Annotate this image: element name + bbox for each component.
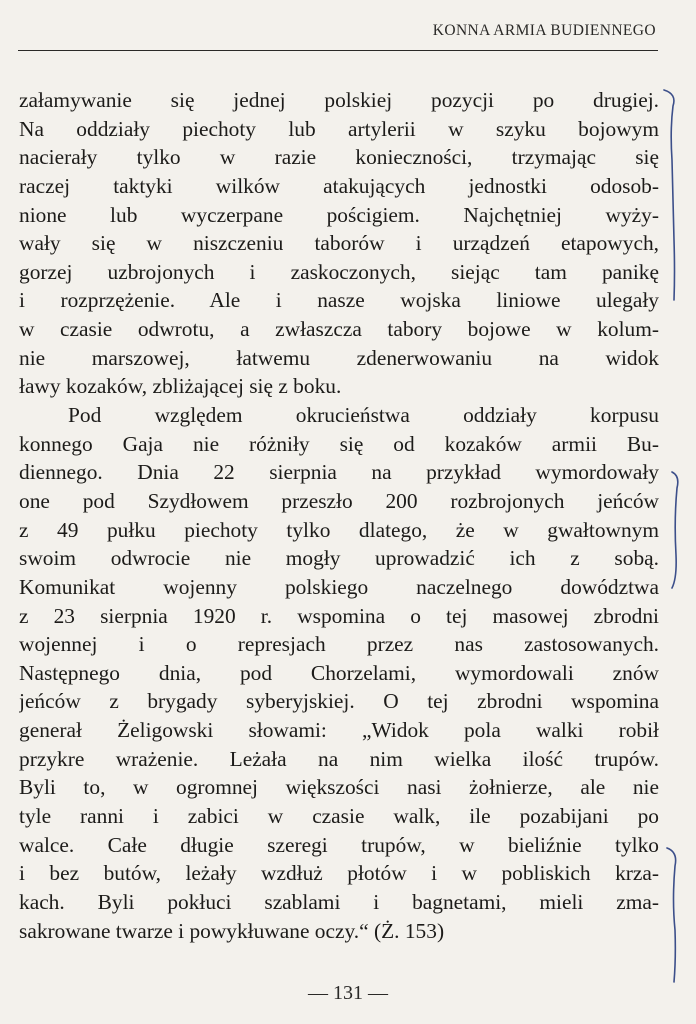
text-line: Komunikat wojenny polskiego naczelnego dowództwa [19, 574, 659, 599]
body-text [19, 86, 659, 945]
text-line: z 23 sierpnia 1920 r. wspomina o tej masowej zbrodni [19, 603, 659, 628]
text-line: konnego Gaja nie różniły się od kozaków armii Bu- [19, 431, 659, 456]
text-line: wały się w niszczeniu taborów i urządzeń etapowych, [19, 231, 659, 256]
text-line: gorzej uzbrojonych i zaskoczonych, siejąc tam panikę [19, 259, 659, 284]
running-header: KONNA ARMIA BUDIENNEGO [432, 22, 656, 39]
text-line: z 49 pułku piechoty tylko dlatego, że w gwałtownym [19, 517, 659, 542]
text-line: jeńców z brygady syberyjskiej. O tej zbrodni wspomina [19, 689, 659, 714]
margin-bracket-lower [667, 848, 676, 982]
margin-bracket-middle [672, 472, 678, 588]
text-line: przykre wrażenie. Leżała na nim wielka ilość trupów. [19, 746, 659, 771]
text-line: i rozprzężenie. Ale i nasze wojska liniowe ulegały [19, 288, 659, 313]
margin-bracket-upper [664, 90, 675, 300]
text-line: Byli to, w ogromnej większości nasi żołnierze, ale nie [19, 775, 659, 800]
text-line: tyle ranni i zabici w czasie walk, ile pozabijani po [19, 804, 659, 829]
text-line: nacierały tylko w razie konieczności, trzymając się [19, 145, 659, 170]
text-line: i bez butów, leżały wzdłuż płotów i w pobliskich krza- [19, 861, 659, 886]
text-line: nione lub wyczerpane pościgiem. Najchętniej wyży- [19, 202, 659, 227]
text-line: ławy kozaków, zbliżającej się z boku. [19, 374, 342, 399]
text-line: sakrowane twarze i powykłuwane oczy.“ (Ż. 153) [19, 918, 445, 943]
text-line: swoim odwrocie nie mogły uprowadzić ich z sobą. [19, 546, 659, 571]
text-line: Następnego dnia, pod Chorzelami, wymordowali znów [19, 660, 659, 685]
text-line: załamywanie się jednej polskiej pozycji po drugiej. [19, 88, 659, 112]
text-line: Na oddziały piechoty lub artylerii w szyku bojowym [19, 116, 659, 141]
text-line: kach. Byli pokłuci szablami i bagnetami, mieli zma- [19, 889, 659, 914]
text-line: generał Żeligowski słowami: „Widok pola walki robił [19, 718, 659, 743]
header-rule [18, 50, 658, 51]
text-line: Pod względem okrucieństwa oddziały korpusu [68, 403, 659, 428]
text-line: w czasie odwrotu, a zwłaszcza tabory bojowe w kolum- [19, 317, 659, 342]
page-number: — 131 — [308, 982, 388, 1004]
text-line: walce. Całe długie szeregi trupów, w bieliźnie tylko [19, 832, 659, 857]
text-line: nie marszowej, łatwemu zdenerwowaniu na widok [19, 345, 659, 370]
text-line: diennego. Dnia 22 sierpnia na przykład wymordowały [19, 460, 659, 485]
text-line: wojennej i o represjach przez nas zastosowanych. [19, 632, 659, 657]
text-line: one pod Szydłowem przeszło 200 rozbrojonych jeńców [19, 488, 659, 513]
text-line: raczej taktyki wilków atakujących jednostki odosob- [19, 173, 659, 198]
